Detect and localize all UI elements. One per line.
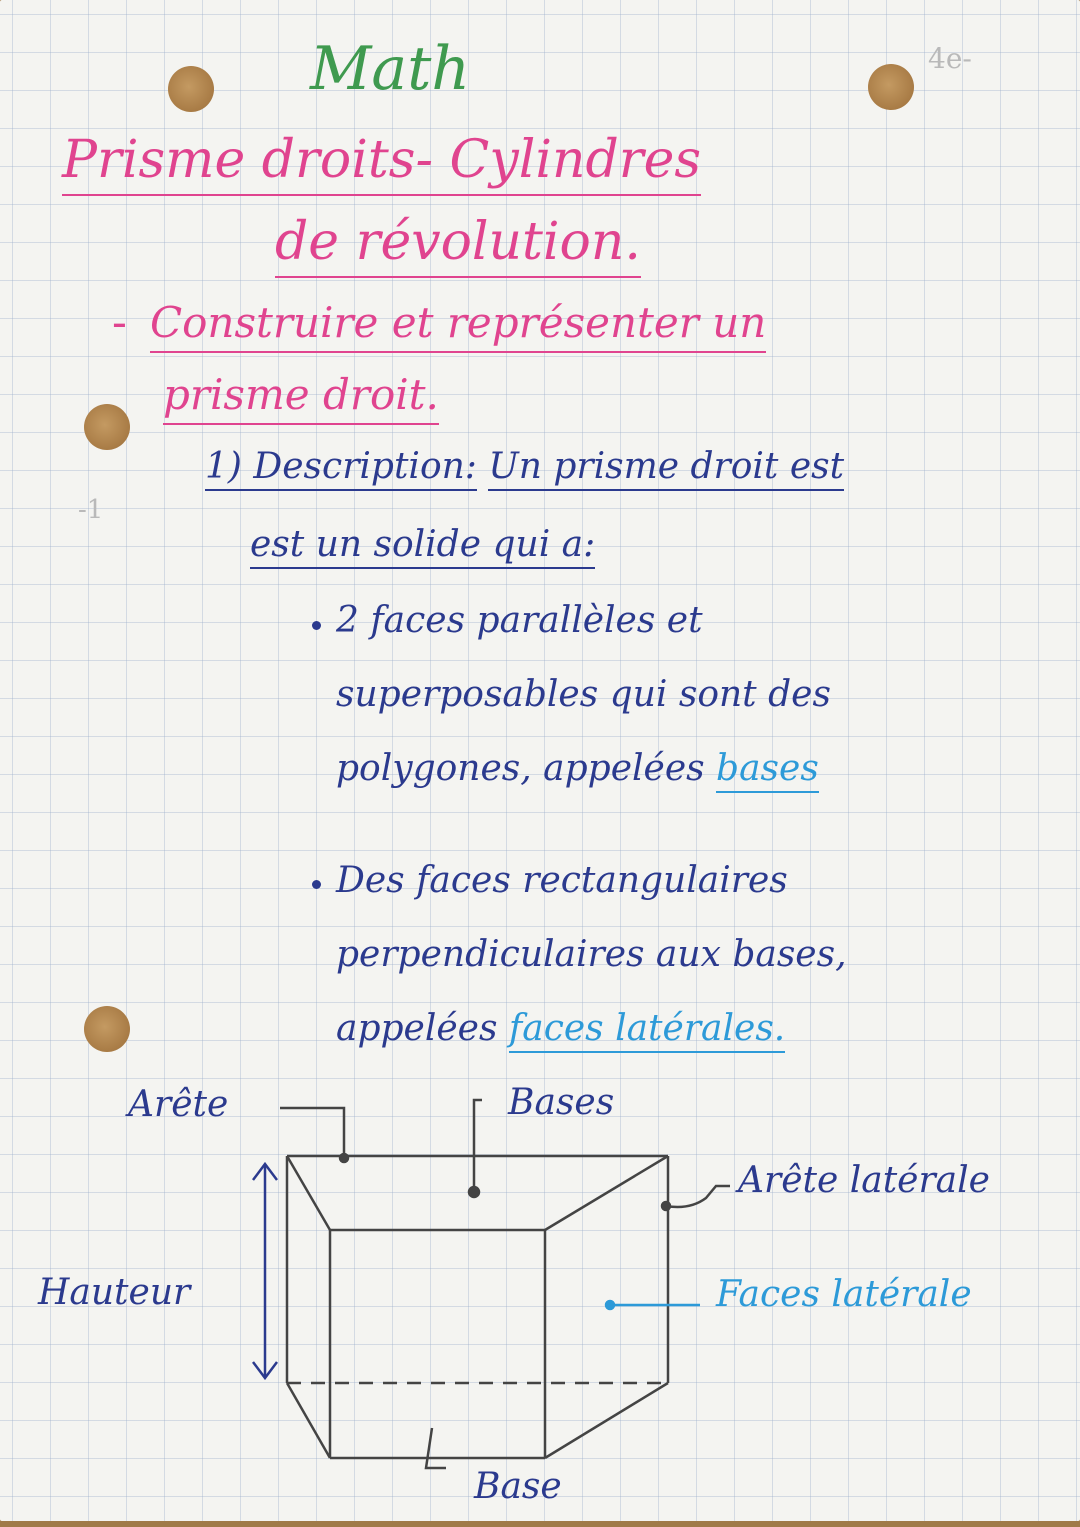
bullet-1-line-3-text: polygones, appelées [336,748,717,789]
binder-hole-1 [168,66,214,112]
corner-note: 4e- [928,42,972,75]
leader-arete [280,1108,348,1162]
section-heading-line-2: prisme droit. [163,370,439,425]
heading-line-2: de révolution. [275,212,641,278]
prism-edge [545,1156,668,1230]
prism-edge [545,1383,668,1458]
binder-hole-3 [84,404,130,450]
label-faces-laterale: Faces latérale [716,1274,972,1315]
bullet-2-dot [312,880,321,889]
height-arrow [253,1164,277,1378]
leader-base [426,1428,446,1468]
bullet-1-dot [312,621,321,630]
term-bases: bases [716,748,819,793]
term-faces-laterales: faces latérales. [509,1008,785,1053]
page-title: Math [310,34,470,104]
bullet-2-line-2: perpendiculaires aux bases, [336,934,847,975]
binder-hole-4 [84,1006,130,1052]
label-arete-laterale: Arête latérale [738,1160,990,1201]
binder-hole-2 [868,64,914,110]
description-line-1-rest: Un prisme droit est [488,446,844,491]
leader-bases [469,1100,482,1197]
bullet-2-line-3-text: appelées [336,1008,509,1049]
leader-arete-laterale [662,1186,730,1210]
section-dash: - [112,297,127,348]
description-line-2: est un solide qui a: [250,524,595,569]
margin-mark: -1 [78,495,104,525]
bullet-1-line-3 [336,748,819,789]
prism-solid [287,1156,668,1458]
description-line-1 [205,446,844,487]
label-bases: Bases [508,1082,615,1123]
label-hauteur: Hauteur [38,1272,191,1313]
section-heading-line-1: Construire et représenter un [150,298,766,353]
bullet-2-line-3 [336,1008,785,1049]
description-label: 1) Description: [205,446,477,491]
label-arete: Arête [128,1084,229,1125]
bullet-1-line-2: superposables qui sont des [336,674,831,715]
bullet-2-line-1: Des faces rectangulaires [336,860,788,901]
bullet-1-line-1: 2 faces parallèles et [336,600,703,641]
prism-edge [287,1383,330,1458]
leader-faces-laterale [606,1301,700,1309]
label-base: Base [474,1466,562,1507]
prism-edge [287,1156,330,1230]
heading-line-1: Prisme droits- Cylindres [62,130,701,196]
